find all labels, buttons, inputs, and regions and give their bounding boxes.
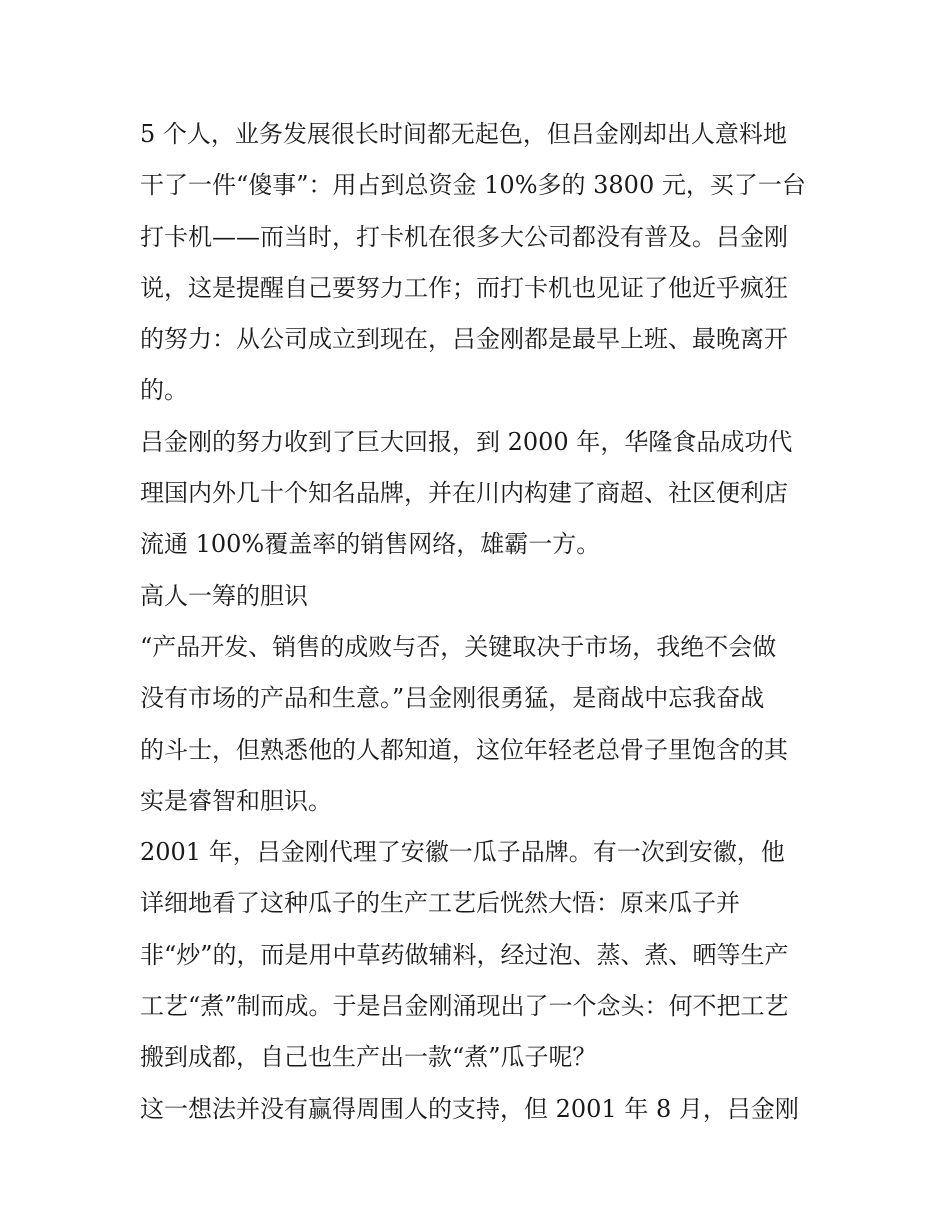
text-line: 干了一件“傻事”：用占到总资金 10%多的 3800 元，买了一台 xyxy=(140,171,806,200)
text-line: 详细地看了这种瓜子的生产工艺后恍然大悟：原来瓜子并 xyxy=(140,889,740,918)
text-line: “产品开发、销售的成败与否，关键取决于市场，我绝不会做 xyxy=(140,632,777,661)
text-line: 吕金刚的努力收到了巨大回报，到 2000 年，华隆食品成功代 xyxy=(140,427,793,456)
text-line: 的。 xyxy=(140,376,188,405)
text-line: 的斗士，但熟悉他的人都知道，这位年轻老总骨子里饱含的其 xyxy=(140,735,788,764)
text-line: 说，这是提醒自己要努力工作；而打卡机也见证了他近乎疯狂 xyxy=(140,273,788,302)
article-body xyxy=(140,109,830,1135)
text-line: 打卡机——而当时，打卡机在很多大公司都没有普及。吕金刚 xyxy=(140,222,788,251)
text-line: 的努力：从公司成立到现在，吕金刚都是最早上班、最晚离开 xyxy=(140,325,788,354)
text-line: 5 个人，业务发展很长时间都无起色，但吕金刚却出人意料地 xyxy=(140,120,787,148)
text-line: 流通 100%覆盖率的销售网络，雄霸一方。 xyxy=(140,530,601,559)
section-heading: 高人一筹的胆识 xyxy=(140,581,308,610)
text-line: 非“炒”的，而是用中草药做辅料，经过泡、蒸、煮、晒等生产 xyxy=(140,940,789,969)
text-line: 这一想法并没有赢得周围人的支持，但 2001 年 8 月，吕金刚 xyxy=(140,1094,799,1123)
text-line: 2001 年，吕金刚代理了安徽一瓜子品牌。有一次到安徽，他 xyxy=(140,838,785,867)
text-line: 工艺“煮”制而成。于是吕金刚涌现出了一个念头：何不把工艺 xyxy=(140,992,789,1021)
text-line: 搬到成都，自己也生产出一款“煮”瓜子呢？ xyxy=(140,1043,597,1072)
text-line: 没有市场的产品和生意。”吕金刚很勇猛，是商战中忘我奋战 xyxy=(140,684,765,713)
text-line: 理国内外几十个知名品牌，并在川内构建了商超、社区便利店 xyxy=(140,479,788,508)
text-line: 实是睿智和胆识。 xyxy=(140,786,332,815)
